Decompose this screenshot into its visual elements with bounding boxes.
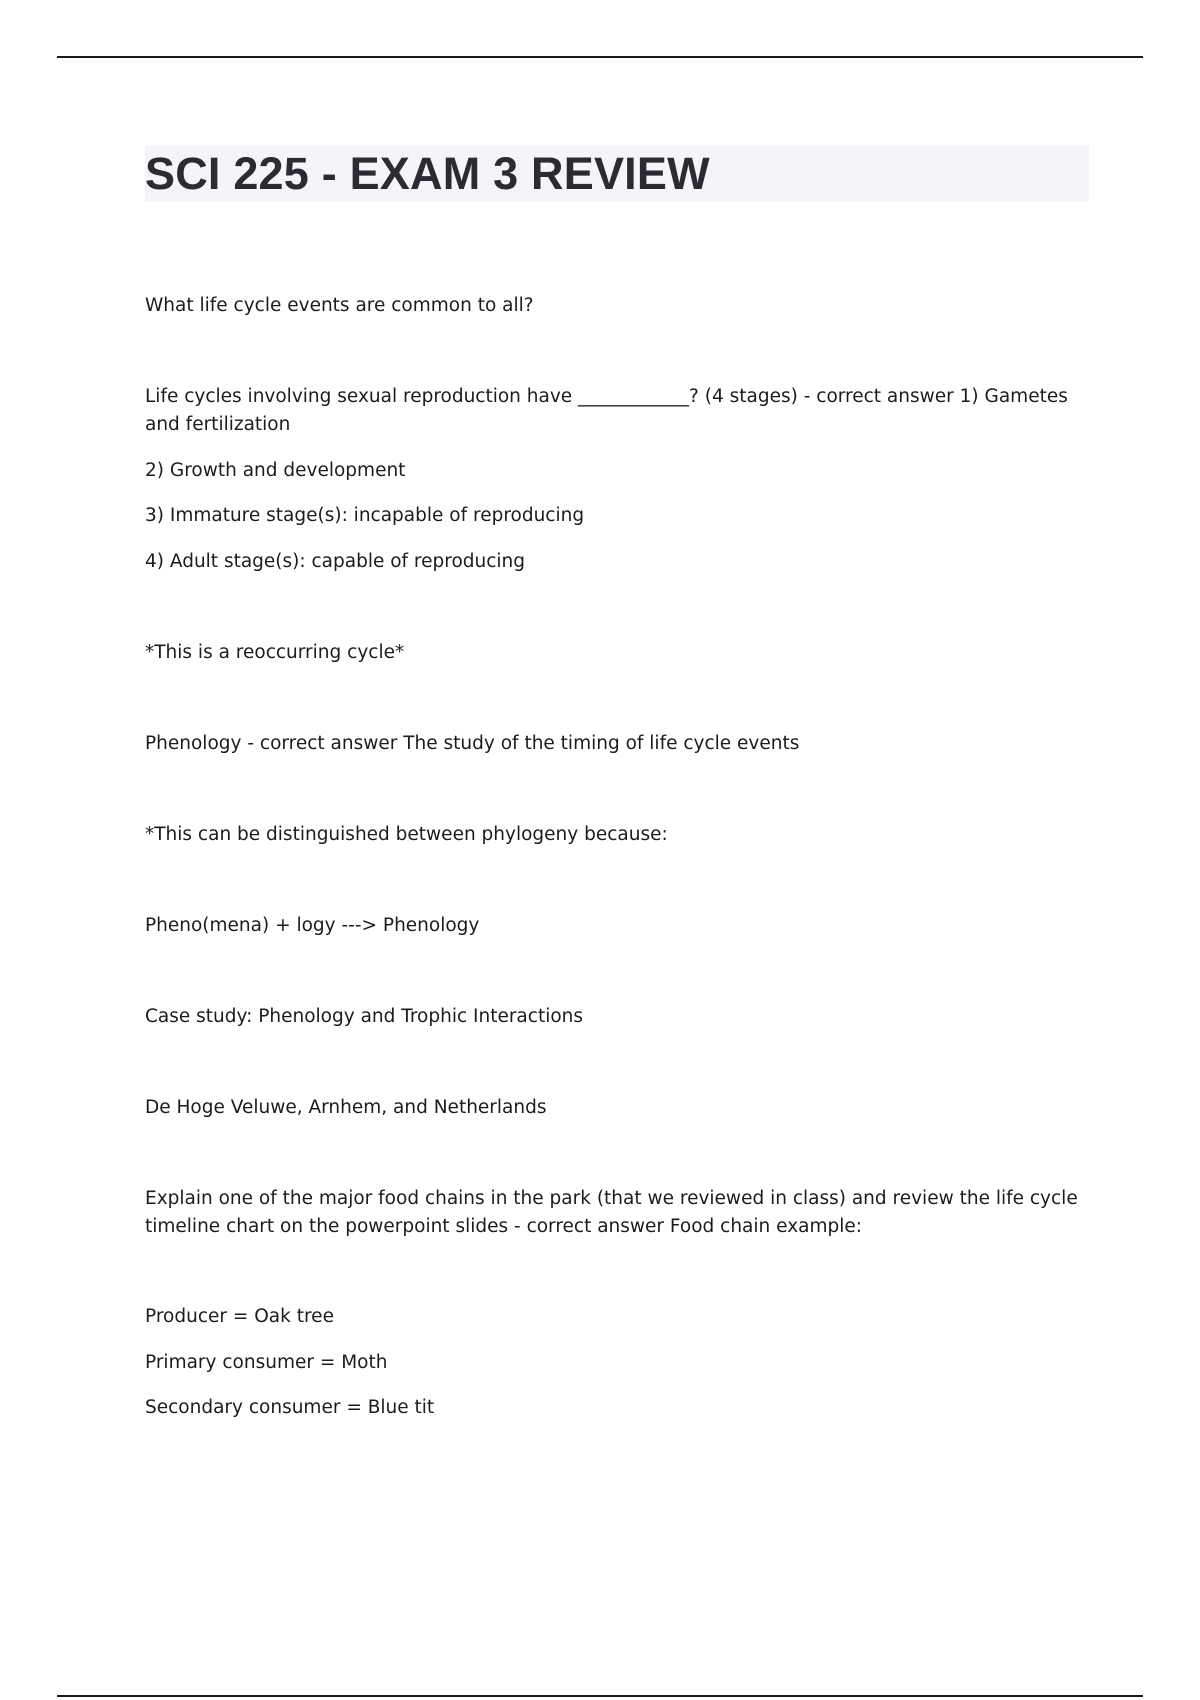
top-rule bbox=[57, 56, 1143, 58]
list-item-growth: 2) Growth and development bbox=[145, 460, 406, 481]
paragraph-phenology-etymology: Pheno(mena) + logy ---> Phenology bbox=[145, 915, 480, 936]
list-item-secondary-consumer: Secondary consumer = Blue tit bbox=[145, 1397, 435, 1418]
list-item-adult: 4) Adult stage(s): capable of reproducing bbox=[145, 551, 526, 572]
list-item-producer: Producer = Oak tree bbox=[145, 1306, 334, 1327]
list-item-immature: 3) Immature stage(s): incapable of reproducing bbox=[145, 505, 585, 526]
paragraph-phenology-definition: Phenology - correct answer The study of the timing of life cycle events bbox=[145, 733, 800, 754]
paragraph-case-study: Case study: Phenology and Trophic Interactions bbox=[145, 1006, 584, 1027]
page-title: SCI 225 - EXAM 3 REVIEW bbox=[145, 148, 710, 199]
list-item-primary-consumer: Primary consumer = Moth bbox=[145, 1352, 388, 1373]
bottom-rule bbox=[57, 1695, 1143, 1697]
paragraph-sexual-reproduction-stages: Life cycles involving sexual reproduction have ____________? (4 stages) - correct answer 1) Gametes and fertilization bbox=[145, 386, 1068, 435]
paragraph-reoccurring-cycle: *This is a reoccurring cycle* bbox=[145, 642, 405, 663]
paragraph-food-chain-question: Explain one of the major food chains in the park (that we reviewed in class) and review the life cycle timeline chart on the powerpoint slides - correct answer Food chain example: bbox=[145, 1188, 1078, 1237]
paragraph-location: De Hoge Veluwe, Arnhem, and Netherlands bbox=[145, 1097, 547, 1118]
paragraph-phylogeny-note: *This can be distinguished between phylogeny because: bbox=[145, 824, 668, 845]
paragraph-question-common-events: What life cycle events are common to all? bbox=[145, 295, 534, 316]
